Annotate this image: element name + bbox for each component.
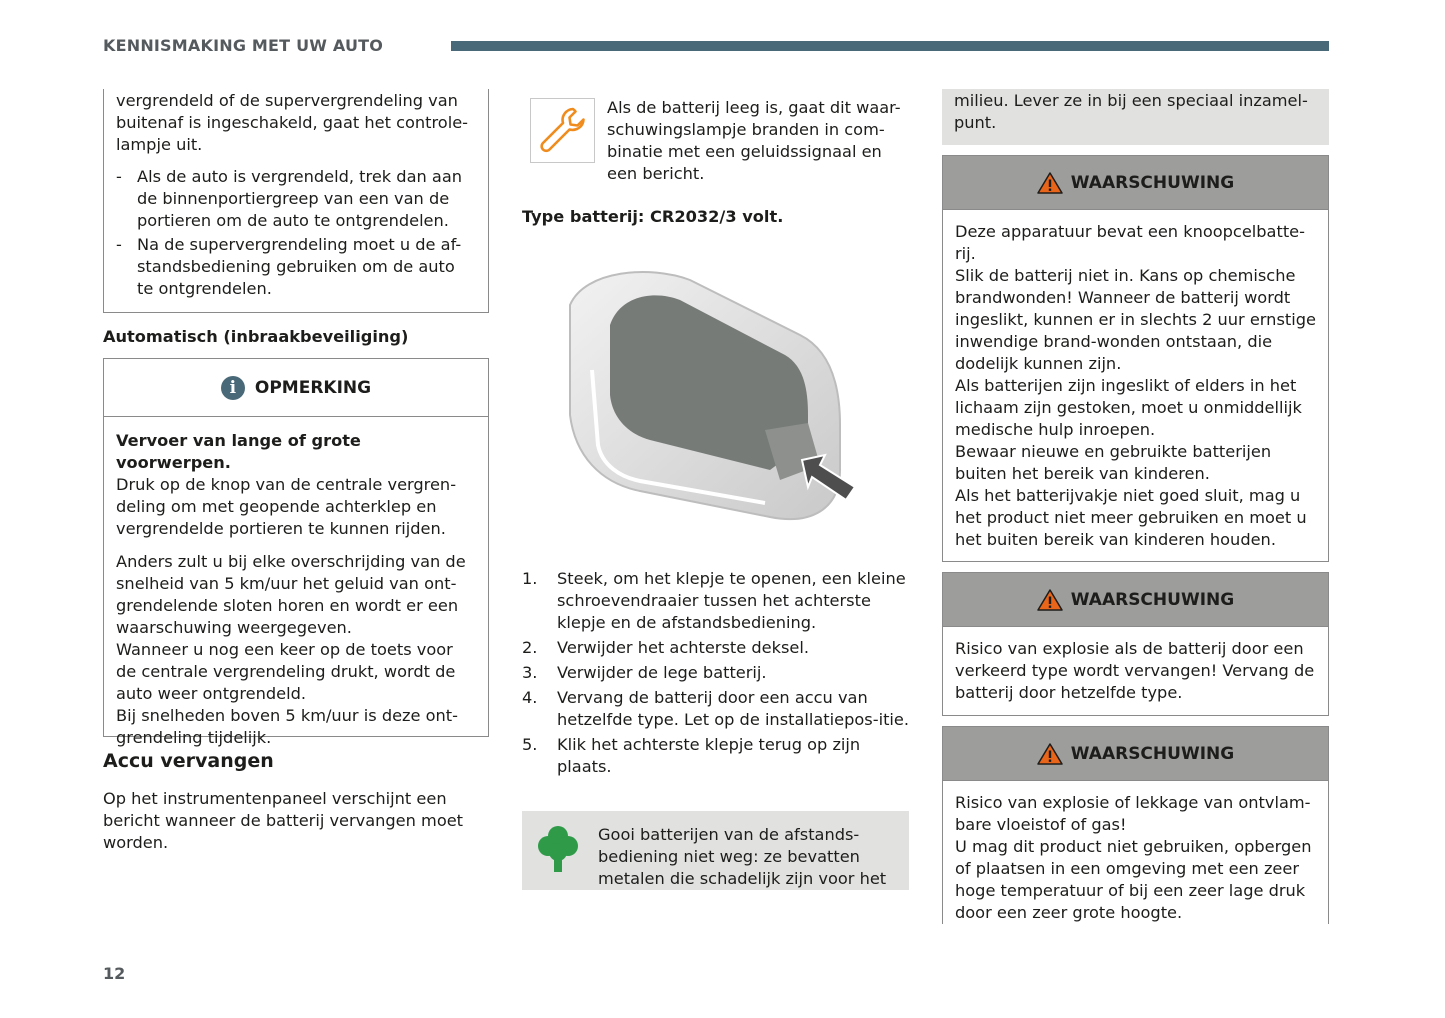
warning-line: Deze apparatuur bevat een knoopcelbatte-rij. bbox=[955, 222, 1305, 263]
wrench-icon bbox=[530, 98, 595, 163]
note-para: Wanneer u nog een keer op de toets voor de centrale vergrendeling drukt, wordt de auto weer ontgrendeld. bbox=[116, 640, 456, 703]
warning-box bbox=[942, 155, 1329, 562]
environment-box bbox=[522, 811, 909, 890]
battery-type: Type batterij: CR2032/3 volt. bbox=[522, 207, 784, 226]
tree-icon bbox=[538, 824, 578, 874]
warning-line: Slik de batterij niet in. Kans op chemische brandwonden! Wanneer de batterij wordt ingeslikt, kunnen er in slechts 2 uur ernstige inwendige brand-wonden ontstaan, die dodelijk kunnen zijn. bbox=[955, 266, 1316, 373]
warning-line: Risico van explosie of lekkage van ontvlam-bare vloeistof of gas! bbox=[955, 793, 1311, 834]
auto-heading: Automatisch (inbraakbeveiliging) bbox=[103, 327, 409, 346]
accu-heading: Accu vervangen bbox=[103, 750, 274, 772]
section-title: KENNISMAKING MET UW AUTO bbox=[103, 36, 384, 55]
list-item: 4. Vervang de batterij door een accu van hetzelfde type. Let op de installatiepos-itie. bbox=[522, 688, 910, 729]
environment-box-continued bbox=[942, 89, 1329, 145]
steps-list bbox=[522, 568, 910, 781]
warning-triangle-icon bbox=[1037, 588, 1063, 612]
warning-label: WAARSCHUWING bbox=[1070, 743, 1235, 764]
warning-box bbox=[942, 572, 1329, 716]
locking-intro: vergrendeld of de supervergrendeling van buitenaf is ingeschakeld, gaat het controle-lampje uit. bbox=[116, 91, 468, 154]
page-number: 12 bbox=[103, 964, 126, 983]
warning-triangle-icon bbox=[1037, 742, 1063, 766]
warning-triangle-icon bbox=[1037, 171, 1063, 195]
note-para: Bij snelheden boven 5 km/uur is deze ont-grendeling tijdelijk. bbox=[116, 706, 459, 747]
warning-header bbox=[943, 156, 1328, 210]
warning-header bbox=[943, 727, 1328, 781]
environment-text: milieu. Lever ze in bij een speciaal inzamel-punt. bbox=[954, 91, 1308, 132]
list-item: 2. Verwijder het achterste deksel. bbox=[522, 638, 809, 657]
note-label: OPMERKING bbox=[254, 377, 372, 398]
list-item: 3. Verwijder de lege batterij. bbox=[522, 663, 767, 682]
list-item: 5. Klik het achterste klepje terug op zijn plaats. bbox=[522, 735, 861, 776]
warning-header bbox=[943, 573, 1328, 627]
accu-text: Op het instrumentenpaneel verschijnt een bericht wanneer de batterij vervangen moet worden. bbox=[103, 789, 464, 852]
warning-body bbox=[943, 210, 1328, 561]
locking-box bbox=[103, 89, 489, 313]
list-item: - Als de auto is vergrendeld, trek dan aan de binnenportiergreep van een van de portieren om de auto te ontgrendelen. bbox=[116, 167, 463, 230]
warning-line: Als het batterijvakje niet goed sluit, mag u het product niet meer gebruiken en moet u het buiten bereik van kinderen houden. bbox=[955, 486, 1307, 549]
note-header bbox=[104, 359, 488, 417]
warning-label: WAARSCHUWING bbox=[1070, 172, 1235, 193]
warning-label: WAARSCHUWING bbox=[1070, 589, 1235, 610]
header-bar bbox=[451, 41, 1329, 51]
note-body bbox=[104, 417, 488, 759]
note-para: Anders zult u bij elke overschrijding van de snelheid van 5 km/uur het geluid van ont-grendelende sloten horen en wordt er een waarschuwing weergegeven. bbox=[116, 552, 466, 637]
warning-line: Risico van explosie als de batterij door een verkeerd type wordt vervangen! Vervang de batterij door hetzelfde type. bbox=[955, 639, 1315, 702]
service-text: Als de batterij leeg is, gaat dit waar-schuwingslampje branden in com-binatie met een geluidssignaal en een bericht. bbox=[607, 98, 901, 183]
warning-line: U mag dit product niet gebruiken, opbergen of plaatsen in een omgeving met een zeer hoge temperatuur of bij een zeer lage druk door een zeer grote hoogte. bbox=[955, 837, 1312, 922]
note-box bbox=[103, 358, 489, 747]
warning-body bbox=[943, 627, 1328, 714]
warning-body bbox=[943, 781, 1328, 934]
warning-line: Bewaar nieuwe en gebruikte batterijen buiten het bereik van kinderen. bbox=[955, 442, 1272, 483]
info-icon: i bbox=[221, 376, 245, 400]
note-para: Druk op de knop van de centrale vergren-deling om met geopende achterklep en vergrendelde portieren te kunnen rijden. bbox=[116, 475, 457, 538]
warning-box bbox=[942, 726, 1329, 924]
list-item: 1. Steek, om het klepje te openen, een kleine schroevendraaier tussen het achterste klepje en de afstandsbediening. bbox=[522, 569, 906, 632]
key-fob-image bbox=[540, 255, 895, 545]
environment-text: Gooi batterijen van de afstands-bediening niet weg: ze bevatten metalen die schadelijk zijn voor het bbox=[598, 825, 887, 888]
list-item: - Na de supervergrendeling moet u de af-standsbediening gebruiken om de auto te ontgrendelen. bbox=[116, 235, 462, 298]
note-bold-line: Vervoer van lange of grote voorwerpen. bbox=[116, 431, 361, 472]
locking-list bbox=[116, 166, 476, 300]
warning-line: Als batterijen zijn ingeslikt of elders in het lichaam zijn gestoken, moet u onmiddellijk medische hulp inroepen. bbox=[955, 376, 1302, 439]
